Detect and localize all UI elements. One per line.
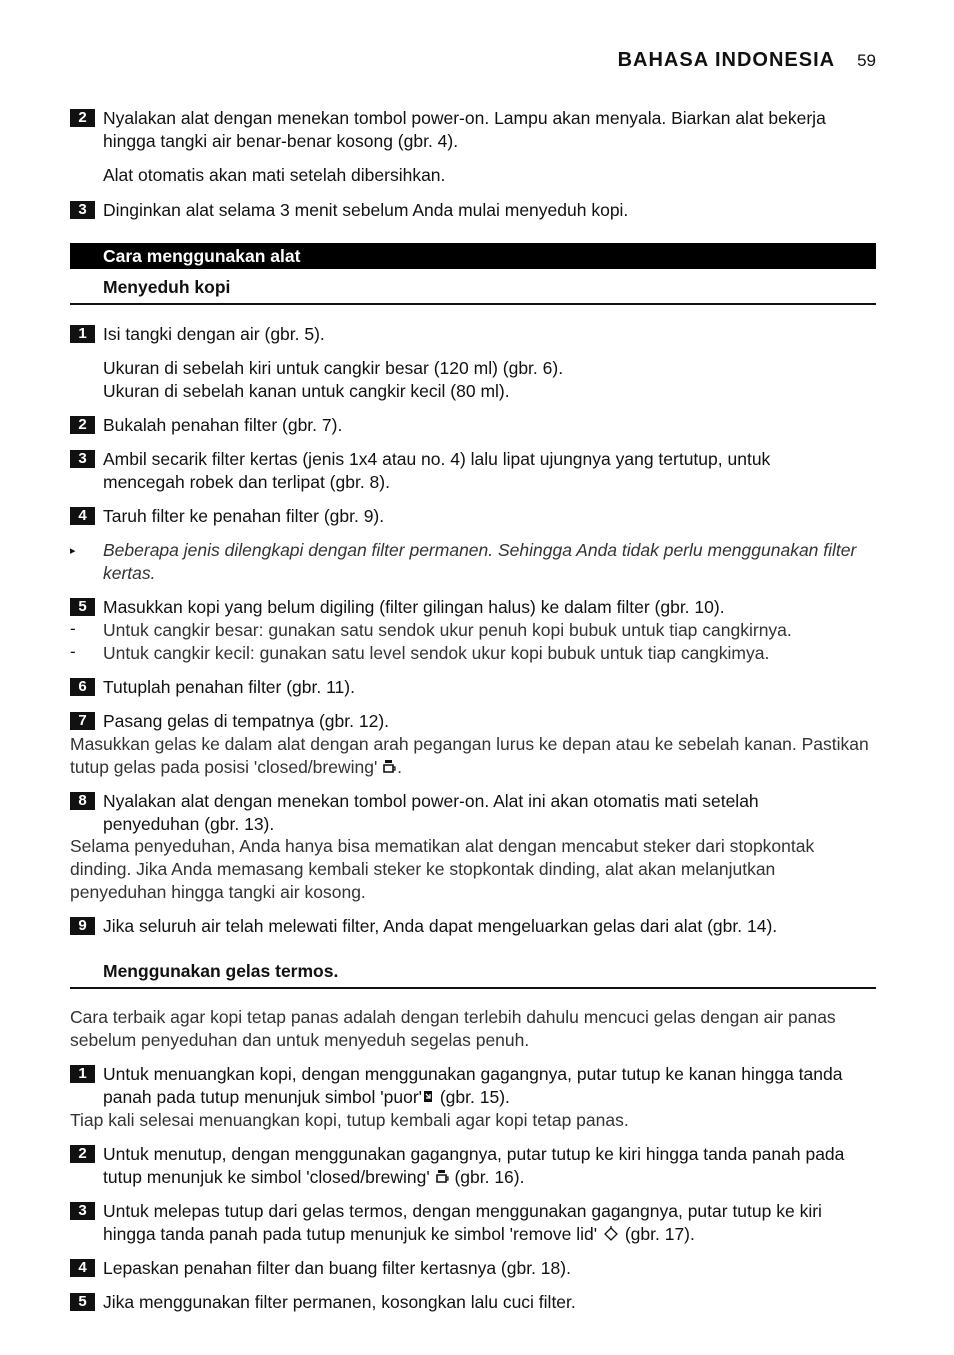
step-text: Isi tangki dengan air (gbr. 5). — [103, 324, 325, 344]
step-text: Lepaskan penahan filter dan buang filter kertasnya (gbr. 18). — [103, 1258, 571, 1278]
step-text: Untuk menuangkan kopi, dengan menggunakan gagangnya, putar tutup ke kanan hingga tanda — [103, 1064, 843, 1084]
text-fragment: hingga tanda panah pada tutup menunjuk ke simbol 'remove lid' — [103, 1224, 602, 1244]
step-text: Dinginkan alat selama 3 menit sebelum Anda mulai menyeduh kopi. — [103, 200, 629, 220]
step-text — [103, 1166, 524, 1190]
pour-icon — [423, 1087, 434, 1110]
closed-brewing-icon — [436, 1167, 449, 1190]
paragraph-text: Masukkan gelas ke dalam alat dengan arah pegangan lurus ke depan atau ke sebelah kanan. Pastikan — [70, 734, 869, 754]
step-number-badge: 3 — [70, 450, 95, 468]
step-number-badge: 1 — [70, 325, 95, 343]
step-number-badge: 5 — [70, 598, 95, 616]
step-number-badge: 5 — [70, 1293, 95, 1311]
step-text — [103, 1223, 695, 1247]
list-item: Untuk cangkir kecil: gunakan satu level sendok ukur kopi bubuk untuk tiap cangkimya. — [103, 643, 770, 663]
divider — [70, 987, 876, 989]
step-text: Masukkan kopi yang belum digiling (filter gilingan halus) ke dalam filter (gbr. 10). — [103, 597, 725, 617]
step-number-badge: 2 — [70, 416, 95, 434]
note-text: Ukuran di sebelah kanan untuk cangkir kecil (80 ml). — [103, 381, 510, 401]
step-text: Nyalakan alat dengan menekan tombol power-on. Alat ini akan otomatis mati setelah — [103, 791, 759, 811]
paragraph-text: Tiap kali selesai menuangkan kopi, tutup kembali agar kopi tetap panas. — [70, 1110, 629, 1130]
text-fragment: (gbr. 15). — [434, 1087, 510, 1107]
text-fragment: (gbr. 17). — [619, 1224, 695, 1244]
step-number-badge: 4 — [70, 507, 95, 525]
tip-bullet-icon: ▸ — [70, 545, 76, 557]
dash-bullet: - — [70, 642, 76, 661]
paragraph-text: sebelum penyeduhan dan untuk menyeduh segelas penuh. — [70, 1030, 530, 1050]
text-fragment: tutup gelas pada posisi 'closed/brewing' — [70, 757, 383, 777]
text-fragment: tutup menunjuk ke simbol 'closed/brewing' — [103, 1167, 435, 1187]
text-fragment: panah pada tutup menunjuk simbol 'puor' — [103, 1087, 422, 1107]
step-text: Jika menggunakan filter permanen, kosongkan lalu cuci filter. — [103, 1292, 576, 1312]
subsection-title: Menyeduh kopi — [103, 277, 231, 297]
step-text: Untuk menutup, dengan menggunakan gagangnya, putar tutup ke kiri hingga tanda panah pada — [103, 1144, 845, 1164]
step-text: Bukalah penahan filter (gbr. 7). — [103, 415, 343, 435]
step-text: Jika seluruh air telah melewati filter, Anda dapat mengeluarkan gelas dari alat (gbr. 14). — [103, 916, 778, 936]
step-text: Taruh filter ke penahan filter (gbr. 9). — [103, 506, 385, 526]
divider — [70, 303, 876, 305]
step-number-badge: 3 — [70, 201, 95, 219]
step-number-badge: 3 — [70, 1202, 95, 1220]
paragraph-text: penyeduhan hingga tangki air kosong. — [70, 882, 366, 902]
step-text: Pasang gelas di tempatnya (gbr. 12). — [103, 711, 390, 731]
step-text — [103, 1086, 510, 1110]
step-number-badge: 2 — [70, 1145, 95, 1163]
step-number-badge: 4 — [70, 1259, 95, 1277]
step-text: hingga tangki air benar-benar kosong (gbr. 4). — [103, 131, 459, 151]
dash-bullet: - — [70, 619, 76, 638]
note-text: Alat otomatis akan mati setelah dibersihkan. — [103, 165, 446, 185]
subsection-title: Menggunakan gelas termos. — [103, 961, 339, 981]
text-fragment: (gbr. 16). — [449, 1167, 525, 1187]
step-text: Nyalakan alat dengan menekan tombol power-on. Lampu akan menyala. Biarkan alat bekerja — [103, 108, 826, 128]
paragraph-text: Cara terbaik agar kopi tetap panas adalah dengan terlebih dahulu mencuci gelas dengan air panas — [70, 1007, 836, 1027]
paragraph-text — [70, 756, 402, 780]
page-header — [618, 49, 876, 72]
step-number-badge: 7 — [70, 712, 95, 730]
step-number-badge: 1 — [70, 1065, 95, 1083]
paragraph-text: Selama penyeduhan, Anda hanya bisa mematikan alat dengan mencabut steker dari stopkontak — [70, 836, 815, 856]
language-heading: BAHASA INDONESIA — [617, 49, 836, 71]
step-number-badge: 2 — [70, 109, 95, 127]
list-item: Untuk cangkir besar: gunakan satu sendok ukur penuh kopi bubuk untuk tiap cangkirnya. — [103, 620, 792, 640]
page-number: 59 — [857, 51, 876, 70]
step-text: Ambil secarik filter kertas (jenis 1x4 atau no. 4) lalu lipat ujungnya yang tertutup, untuk — [103, 449, 771, 469]
remove-lid-icon — [603, 1224, 619, 1247]
step-text: Tutuplah penahan filter (gbr. 11). — [103, 677, 355, 697]
note-text: Ukuran di sebelah kiri untuk cangkir besar (120 ml) (gbr. 6). — [103, 358, 564, 378]
step-text: Untuk melepas tutup dari gelas termos, dengan menggunakan gagangnya, putar tutup ke kiri — [103, 1201, 822, 1221]
tip-text: Beberapa jenis dilengkapi dengan filter permanen. Sehingga Anda tidak perlu menggunakan filter — [103, 540, 857, 560]
paragraph-text: dinding. Jika Anda memasang kembali steker ke stopkontak dinding, alat akan melanjutkan — [70, 859, 776, 879]
tip-text: kertas. — [103, 563, 156, 583]
section-title-bar: Cara menggunakan alat — [70, 243, 876, 269]
step-number-badge: 8 — [70, 792, 95, 810]
step-text: penyeduhan (gbr. 13). — [103, 814, 275, 834]
closed-brewing-icon — [383, 757, 396, 780]
step-number-badge: 9 — [70, 917, 95, 935]
text-fragment: . — [397, 757, 403, 777]
step-text: mencegah robek dan terlipat (gbr. 8). — [103, 472, 390, 492]
step-number-badge: 6 — [70, 678, 95, 696]
